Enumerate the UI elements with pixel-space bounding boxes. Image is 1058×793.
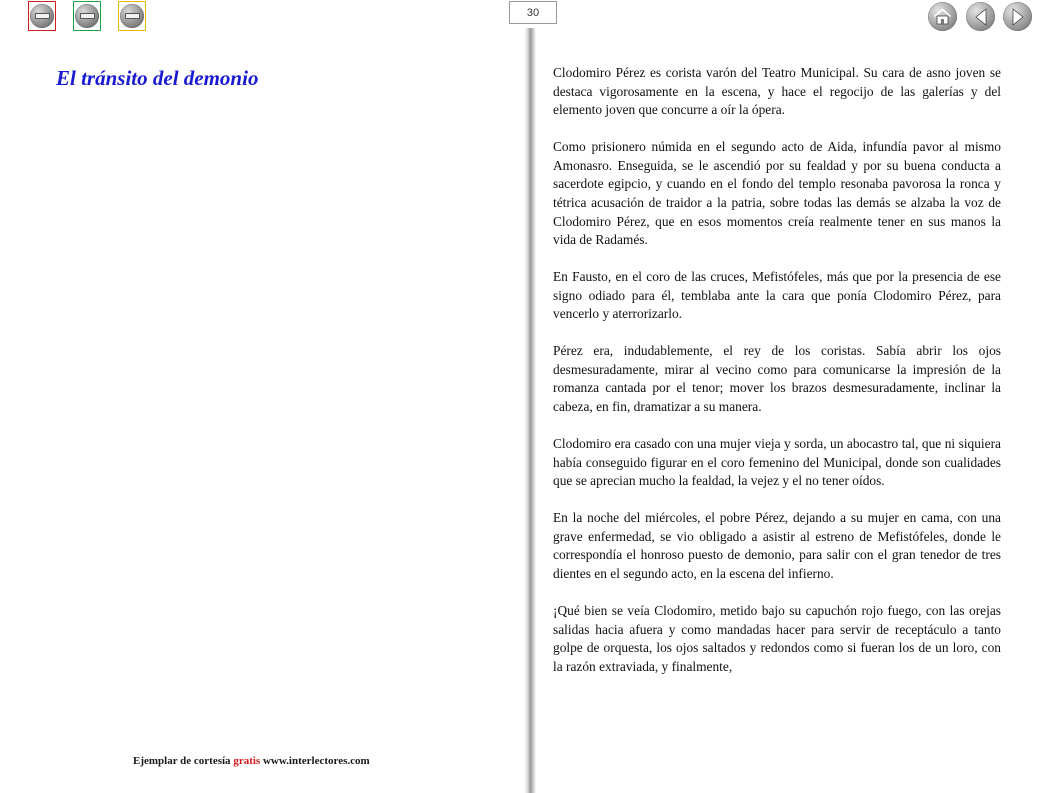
chapter-title: El tránsito del demonio <box>56 66 259 90</box>
book-spine <box>524 28 536 793</box>
minus-button-red[interactable] <box>28 1 56 31</box>
minus-button-green[interactable] <box>73 1 101 31</box>
paragraph: Clodomiro Pérez es corista varón del Teatro Municipal. Su cara de asno joven se destaca vigorosamente en la escena, y hace el regocijo de las galerías y del elemento joven que concurre a oír la ópera. <box>553 65 1001 118</box>
page-number: 30 <box>509 1 557 24</box>
home-icon <box>933 8 952 25</box>
paragraph: Como prisionero númida en el segundo acto de Aida, infundía pavor al mismo Amonasro. Enseguida, se le ascendió por su fealdad y por su buena conducta a sacerdote egipcio, y cuando en el fondo del templo resonaba pavorosa la ronca y tétrica acusación de traidor a la patria, sobre todas las demás se alzaba la voz de Clodomiro Pérez, que en esos momentos creía realmente tener en sus manos la vida de Radamés. <box>553 139 1001 248</box>
paragraph: ¡Qué bien se veía Clodomiro, metido bajo su capuchón rojo fuego, con las orejas salidas hacia afuera y como mandadas hacer para servir de receptáculo a tanto golpe de orquesta, los ojos saltados y redondos como si fueran los de un loro, con la razón extraviada, y finalmente, <box>553 603 1001 674</box>
footer-gratis: gratis <box>233 755 261 767</box>
paragraph: En la noche del miércoles, el pobre Pérez, dejando a su mujer en cama, con una grave enfermedad, se vio obligado a asistir al estreno de Mefistófeles, donde le correspondía el honroso puesto de demonio, para salir con el gran tenedor de tres dientes en el segundo acto, en la escena del infierno. <box>553 510 1001 582</box>
home-button[interactable] <box>928 2 957 31</box>
arrow-right-icon <box>1011 8 1025 26</box>
footer-notice <box>133 755 370 767</box>
next-page-button[interactable] <box>1003 2 1032 31</box>
arrow-left-icon <box>974 8 988 26</box>
minus-button-yellow[interactable] <box>118 1 146 31</box>
footer-prefix: Ejemplar de cortesía <box>133 755 231 767</box>
paragraph: Pérez era, indudablemente, el rey de los coristas. Sabía abrir los ojos desmesuradamente, mirar al vecino como para comunicarse la impresión de la romanza cantada por el tenor; mover los brazos desmesuradamente, inclinar la cabeza, en fin, dramatizar a su manera. <box>553 343 1001 415</box>
footer-url[interactable]: www.interlectores.com <box>262 755 370 767</box>
body-text <box>553 64 1001 695</box>
minus-icon <box>30 4 54 28</box>
previous-page-button[interactable] <box>966 2 995 31</box>
paragraph: En Fausto, en el coro de las cruces, Mefistófeles, más que por la presencia de ese signo odiado para él, temblaba ante la cara que ponía Clodomiro Pérez, para vencerlo y aterrorizarlo. <box>553 269 1001 322</box>
paragraph: Clodomiro era casado con una mujer vieja y sorda, un abocastro tal, que ni siquiera había conseguido figurar en el coro femenino del Municipal, donde son cualidades que se aprecian mucho la fealdad, la vejez y el no tener oídos. <box>553 436 1001 489</box>
minus-icon <box>120 4 144 28</box>
minus-icon <box>75 4 99 28</box>
